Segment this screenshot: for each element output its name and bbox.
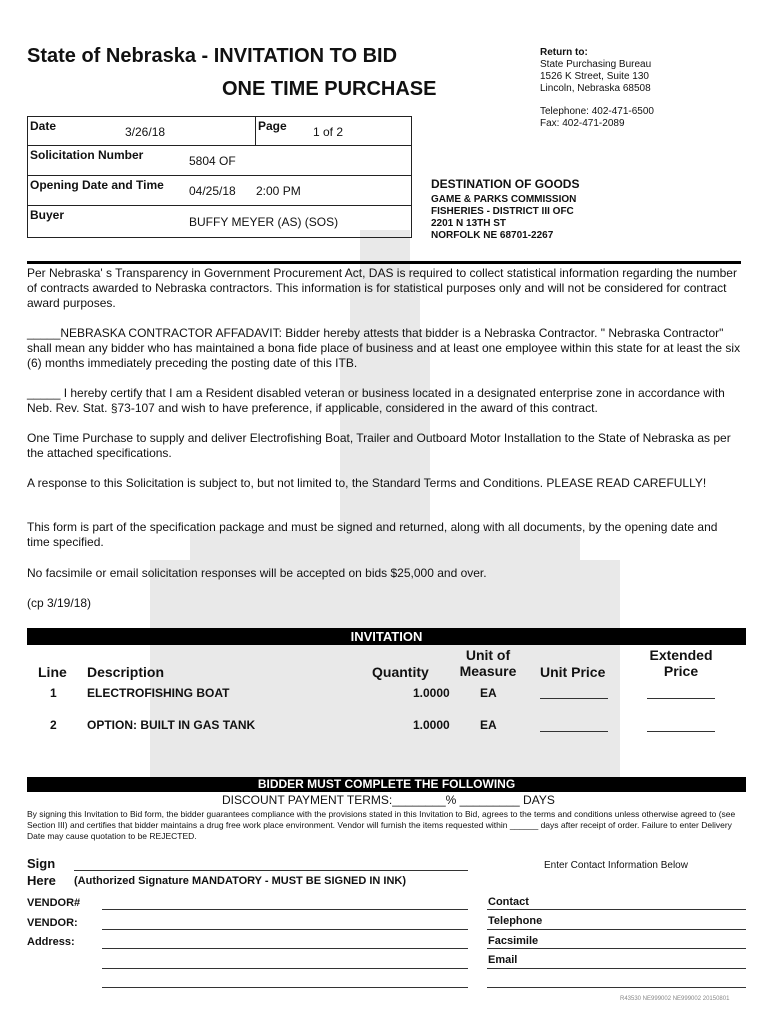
date-row — [27, 116, 412, 146]
extended-price-field[interactable] — [647, 698, 715, 699]
address-field-3[interactable] — [102, 987, 468, 988]
address-label: Address: — [27, 936, 75, 948]
destination-line: FISHERIES - DISTRICT III OFC — [431, 206, 574, 217]
return-to-line: 1526 K Street, Suite 130 — [540, 71, 649, 82]
section-divider — [27, 261, 741, 264]
email-field[interactable] — [487, 968, 746, 969]
return-to-label: Return to: — [540, 47, 588, 58]
item-line: 1 — [50, 686, 57, 700]
vendor-label: VENDOR: — [27, 917, 78, 929]
extra-contact-field[interactable] — [487, 987, 746, 988]
telephone-label: Telephone — [488, 915, 543, 927]
item-line: 2 — [50, 718, 57, 732]
unit-price-field[interactable] — [540, 698, 608, 699]
opening-time: 2:00 PM — [256, 184, 301, 198]
unit-price-field[interactable] — [540, 731, 608, 732]
solicitation-value: 5804 OF — [189, 154, 236, 168]
item-quantity: 1.0000 — [413, 686, 450, 700]
capitol-watermark — [150, 230, 620, 790]
item-quantity: 1.0000 — [413, 718, 450, 732]
veteran-certification-paragraph: _____ I hereby certify that I am a Resident disabled veteran or business located in a designated enterprise zone in accordance with Neb. Rev. Stat. §73-107 and wish to have preference, if applicable, considered in the award of this contract. — [27, 386, 725, 415]
bidder-notice: By signing this Invitation to Bid form, the bidder guarantees compliance with the provisions stated in this Invitation to Bid, agrees to the terms and conditions unless otherwise agreed to (see Section III) and certifies that bidder maintains a drug free work place environment. Vendor will furnish the items requested within ______ days after receipt of order. Failure to enter Delivery Date may cause quotation to be REJECTED. — [27, 809, 736, 841]
facsimile-paragraph: No facsimile or email solicitation responses will be accepted on bids $25,000 and over. — [27, 566, 487, 580]
bidder-bar: BIDDER MUST COMPLETE THE FOLLOWING — [27, 777, 746, 792]
facsimile-field[interactable] — [487, 948, 746, 949]
return-to-telephone: Telephone: 402-471-6500 — [540, 106, 654, 117]
terms-paragraph: A response to this Solicitation is subject to, but not limited to, the Standard Terms and Conditions. PLEASE READ CAREFULLY! — [27, 476, 707, 490]
item-description: ELECTROFISHING BOAT — [87, 686, 230, 700]
vendor-field[interactable] — [102, 929, 468, 930]
telephone-field[interactable] — [487, 929, 746, 930]
address-field-1[interactable] — [102, 948, 468, 949]
col-line: Line — [38, 664, 67, 680]
buyer-row — [27, 206, 412, 238]
date-value: 3/26/18 — [125, 125, 166, 139]
item-uom: EA — [480, 718, 497, 732]
vendor-number-label: VENDOR# — [27, 897, 81, 909]
col-unit-price: Unit Price — [540, 664, 606, 680]
date-label: Date — [30, 119, 57, 133]
page-title: State of Nebraska - INVITATION TO BID — [27, 45, 398, 67]
transparency-paragraph: Per Nebraska' s Transparency in Government Procurement Act, DAS is required to collect statistical information regarding the number of contracts awarded to Nebraska contractors. This information is for statistical purposes only and will not be considered for contract award purposes. — [27, 266, 737, 310]
item-uom: EA — [480, 686, 497, 700]
purchase-description-paragraph: One Time Purchase to supply and deliver Electrofishing Boat, Trailer and Outboard Motor Installation to the State of Nebraska as per the attached specifications. — [27, 431, 731, 460]
page-subtitle: ONE TIME PURCHASE — [222, 78, 437, 100]
discount-terms: DISCOUNT PAYMENT TERMS:________% _________ DAYS — [222, 793, 555, 807]
sign-label-line2: Here — [27, 873, 56, 888]
signature-caption: (Authorized Signature MANDATORY - MUST BE SIGNED IN INK) — [74, 875, 407, 887]
destination-block — [431, 177, 579, 242]
destination-heading: DESTINATION OF GOODS — [431, 177, 580, 191]
page-value: 1 of 2 — [313, 125, 344, 139]
col-uom — [458, 647, 518, 679]
sign-label-line1: Sign — [27, 856, 56, 871]
col-uom-line1: Unit of — [465, 647, 511, 663]
solicitation-label: Solicitation Number — [30, 148, 144, 162]
specification-paragraph: This form is part of the specification package and must be signed and returned, along with all documents, by the opening date and time specified. — [27, 520, 718, 549]
address-field-2[interactable] — [102, 968, 468, 969]
footer-code: R43530 NE999002 NE999002 20150801 — [620, 996, 730, 1002]
sign-here-label — [27, 855, 56, 889]
cp-date: (cp 3/19/18) — [27, 596, 92, 610]
return-to-line: Lincoln, Nebraska 68508 — [540, 83, 651, 94]
return-to-fax: Fax: 402-471-2089 — [540, 118, 625, 129]
destination-line: GAME & PARKS COMMISSION — [431, 194, 577, 205]
return-to-line: State Purchasing Bureau — [540, 59, 652, 70]
destination-line: NORFOLK NE 68701-2267 — [431, 230, 554, 241]
col-ext-line1: Extended — [649, 647, 713, 663]
invitation-bar: INVITATION — [27, 628, 746, 645]
opening-row — [27, 176, 412, 206]
item-description: OPTION: BUILT IN GAS TANK — [87, 718, 256, 732]
buyer-value: BUFFY MEYER (AS) (SOS) — [189, 215, 339, 229]
opening-label: Opening Date and Time — [30, 178, 164, 192]
col-description: Description — [87, 664, 165, 680]
contact-field[interactable] — [487, 909, 746, 910]
buyer-label: Buyer — [30, 208, 65, 222]
col-ext-line2: Price — [663, 663, 699, 679]
solicitation-row — [27, 146, 412, 176]
vendor-number-field[interactable] — [102, 909, 468, 910]
return-to-block — [540, 47, 654, 130]
opening-date: 04/25/18 — [189, 184, 236, 198]
col-uom-line2: Measure — [459, 663, 517, 679]
facsimile-label: Facsimile — [488, 935, 539, 947]
extended-price-field[interactable] — [647, 731, 715, 732]
destination-line: 2201 N 13TH ST — [431, 218, 507, 229]
col-extended-price — [645, 647, 717, 679]
page-label: Page — [258, 119, 287, 133]
col-quantity: Quantity — [372, 664, 429, 680]
contact-label: Contact — [488, 896, 529, 908]
contact-heading: Enter Contact Information Below — [544, 860, 688, 871]
email-label: Email — [488, 954, 518, 966]
signature-line[interactable] — [74, 870, 468, 871]
contractor-affidavit-paragraph: _____NEBRASKA CONTRACTOR AFFADAVIT: Bidder hereby attests that bidder is a Nebraska Contractor. " Nebraska Contractor" shall mean any bidder who has maintained a bona fide place of business and at least one employee within this state for at least the six (6) months immediately preceding the posting date of this ITB. — [27, 326, 741, 370]
